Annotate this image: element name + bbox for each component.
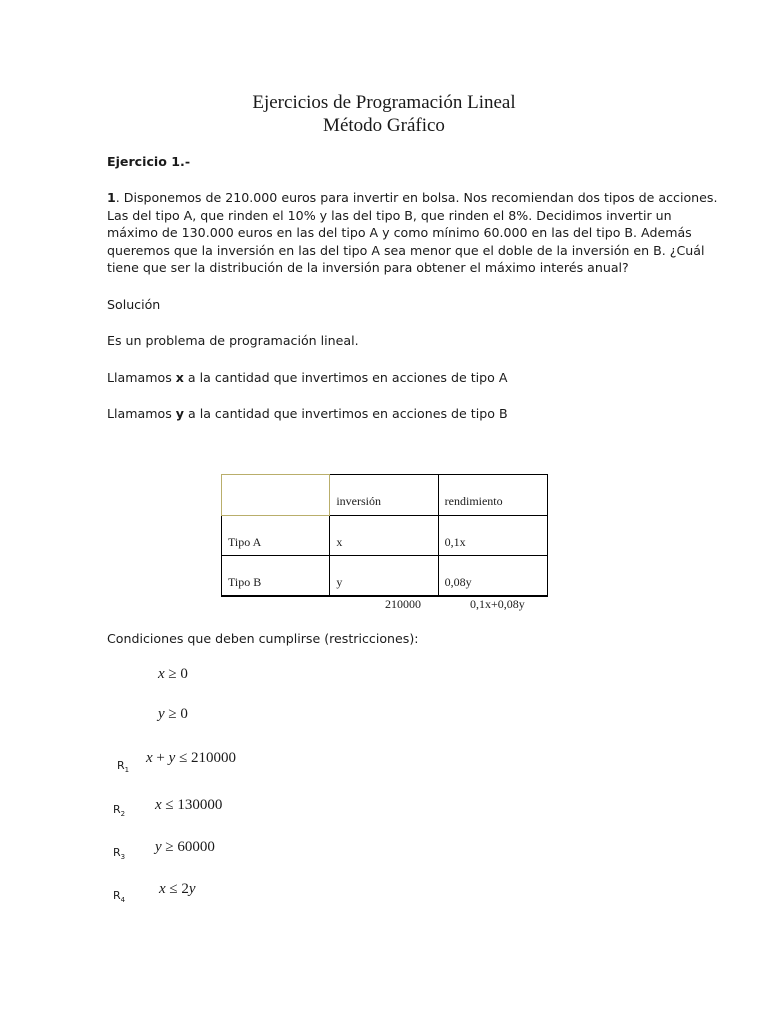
nonneg-constraint-x: x ≥ 0: [158, 666, 188, 682]
exercise-number: 1: [107, 190, 116, 205]
solution-label: Solución: [107, 297, 161, 312]
table-cell: Tipo A: [222, 516, 330, 556]
restriction-r2: x ≤ 130000: [155, 797, 223, 813]
variable-y: y: [175, 406, 184, 421]
exercise-statement: [107, 189, 718, 277]
investment-table: [221, 474, 548, 597]
table-cell: 0,08y: [438, 556, 547, 597]
variable-x: x: [175, 370, 184, 385]
nonneg-constraint-y: y ≥ 0: [158, 706, 188, 722]
page-title: Ejercicios de Programación Lineal: [252, 92, 516, 113]
conditions-heading: Condiciones que deben cumplirse (restricciones):: [107, 631, 419, 646]
table-header-row: [222, 475, 548, 516]
table-cell: x: [330, 516, 438, 556]
table-header-cell: rendimiento: [438, 475, 547, 516]
table-cell: Tipo B: [222, 556, 330, 597]
table-header-cell: inversión: [330, 475, 438, 516]
restriction-r1: x + y ≤ 210000: [146, 750, 237, 766]
table-cell: 0,1x: [438, 516, 547, 556]
variable-y-definition: Llamamos y a la cantidad que invertimos en acciones de tipo B: [107, 406, 508, 421]
variable-x-definition: Llamamos x a la cantidad que invertimos en acciones de tipo A: [107, 370, 508, 385]
statement-line: máximo de 130.000 euros en las del tipo A y como mínimo 60.000 en las del tipo B. Además: [107, 225, 692, 241]
restriction-r3: y ≥ 60000: [155, 839, 215, 855]
restriction-label-r3: $R_3$: [113, 846, 126, 862]
restriction-label-r4: $R_4$: [113, 889, 126, 905]
exercise-heading: Ejercicio 1.-: [107, 154, 191, 169]
table-header-cell: [222, 475, 330, 516]
total-investment: 210000: [385, 597, 421, 611]
solution-intro: Es un problema de programación lineal.: [107, 333, 359, 348]
table-cell: y: [330, 556, 438, 597]
statement-line: queremos que la inversión en las del tipo A sea menor que el doble de la inversión en B. ¿Cuál: [107, 242, 705, 258]
table-row: [222, 556, 548, 597]
statement-line: Las del tipo A, que rinden el 10% y las del tipo B, que rinden el 8%. Decidimos invertir un: [107, 207, 672, 223]
statement-line: 1. Disponemos de 210.000 euros para invertir en bolsa. Nos recomiendan dos tipos de acciones.: [107, 190, 718, 205]
page-subtitle: Método Gráfico: [323, 115, 445, 136]
table-row: [222, 516, 548, 556]
total-return: 0,1x+0,08y: [470, 597, 525, 611]
restriction-label-r2: $R_2$: [113, 803, 126, 819]
restriction-label-r1: $R_1$: [117, 759, 130, 775]
restriction-r4: x ≤ 2y: [159, 881, 196, 897]
statement-line: tiene que ser la distribución de la inversión para obtener el máximo interés anual?: [107, 260, 629, 276]
